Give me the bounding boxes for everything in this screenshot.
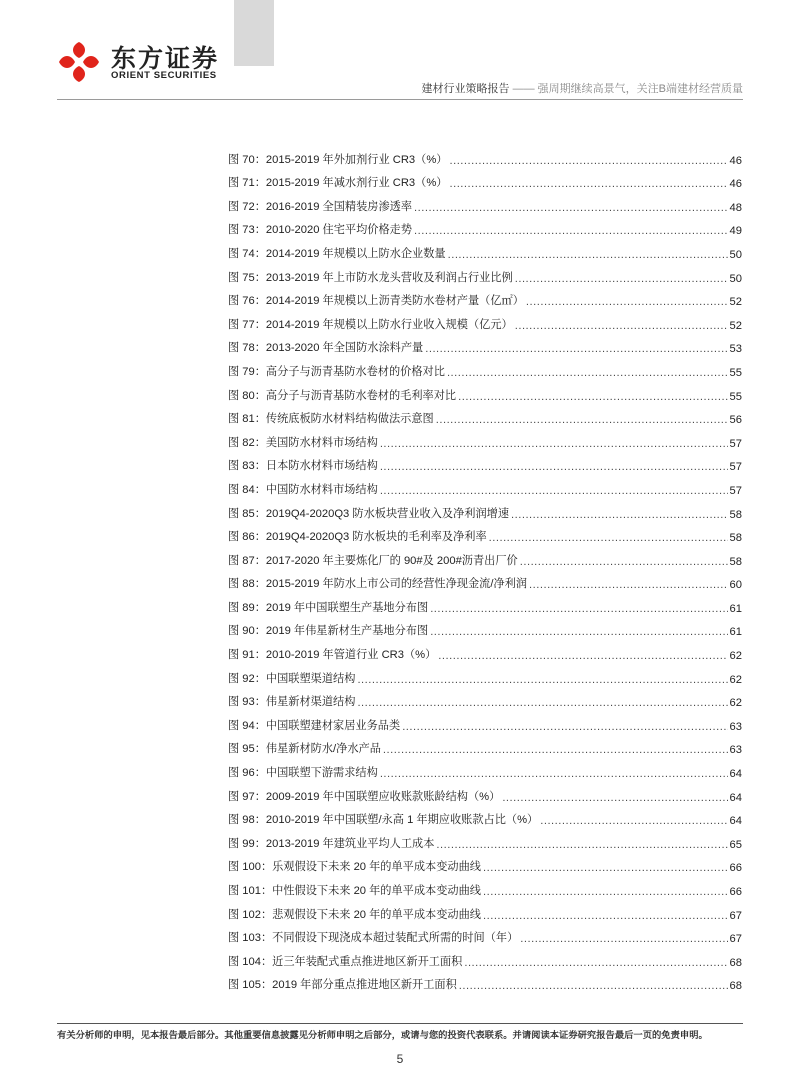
toc-entry[interactable]: [228, 308, 742, 332]
toc-entry-page: 64: [729, 791, 742, 804]
toc-entry-label: 图 99：2013-2019 年建筑业平均人工成本: [228, 837, 435, 850]
toc-entry[interactable]: [228, 450, 742, 474]
toc-leader-dots: [430, 603, 727, 615]
toc-entry-page: 57: [729, 437, 742, 450]
toc-leader-dots: [447, 367, 728, 379]
toc-entry[interactable]: [228, 709, 742, 733]
toc-entry-label: 图 94：中国联塑建材家居业务品类: [228, 719, 401, 732]
toc-leader-dots: [515, 320, 728, 332]
toc-entry[interactable]: [228, 898, 742, 922]
toc-entry-label: 图 98：2010-2019 年中国联塑/永高 1 年期应收账款占比（%）: [228, 814, 539, 827]
company-logo: [57, 36, 227, 88]
toc-leader-dots: [483, 886, 728, 898]
toc-leader-dots: [436, 414, 728, 426]
toc-entry-page: 50: [729, 248, 742, 261]
toc-entry-label: 图 96：中国联塑下游需求结构: [228, 767, 378, 780]
footer-divider: [57, 1023, 743, 1024]
title-separator: ——: [509, 83, 538, 95]
toc-entry-page: 65: [729, 838, 742, 851]
toc-entry-label: 图 85：2019Q4-2020Q3 防水板块营业收入及净利润增速: [228, 507, 510, 520]
header-band: [234, 0, 274, 66]
toc-leader-dots: [425, 343, 727, 355]
toc-entry-label: 图 79：高分子与沥青基防水卷材的价格对比: [228, 365, 445, 378]
toc-entry-label: 图 80：高分子与沥青基防水卷材的毛利率对比: [228, 389, 457, 402]
toc-entry-page: 48: [729, 201, 742, 214]
toc-entry[interactable]: [228, 615, 742, 639]
toc-entry-label: 图 95：伟星新材防水/净水产品: [228, 743, 381, 756]
toc-entry-page: 46: [729, 178, 742, 191]
toc-leader-dots: [459, 980, 728, 992]
toc-leader-dots: [380, 461, 728, 473]
logo-chinese-name: 东方证券: [111, 45, 220, 73]
toc-leader-dots: [458, 391, 727, 403]
toc-entry-page: 67: [729, 909, 742, 922]
toc-entry[interactable]: [228, 261, 742, 285]
toc-entry-label: 图 73：2010-2020 住宅平均价格走势: [228, 224, 413, 237]
footer-disclaimer: 有关分析师的申明，见本报告最后部分。其他重要信息披露见分析师申明之后部分，或请与您的投资代表联系。并请阅读本证券研究报告最后一页的免责申明。: [57, 1030, 708, 1040]
toc-entry[interactable]: [228, 780, 742, 804]
toc-entry[interactable]: [228, 756, 742, 780]
toc-leader-dots: [529, 579, 728, 591]
toc-entry[interactable]: [228, 143, 742, 167]
orient-logo-icon: [57, 40, 101, 84]
toc-entry-page: 68: [729, 980, 742, 993]
toc-entry-page: 58: [729, 532, 742, 545]
toc-leader-dots: [380, 485, 728, 497]
toc-entry-page: 63: [729, 720, 742, 733]
toc-entry[interactable]: [228, 237, 742, 261]
toc-leader-dots: [380, 438, 728, 450]
toc-entry-page: 53: [729, 343, 742, 356]
toc-entry[interactable]: [228, 686, 742, 710]
toc-entry-label: 图 103：不同假设下现浇成本超过装配式所需的时间（年）: [228, 932, 519, 945]
toc-entry-label: 图 97：2009-2019 年中国联塑应收账款账龄结构（%）: [228, 790, 501, 803]
toc-leader-dots: [414, 225, 728, 237]
toc-entry-label: 图 78：2013-2020 年全国防水涂料产量: [228, 342, 424, 355]
report-subtitle: 强周期继续高景气，关注B端建材经营质量: [537, 83, 743, 95]
header-divider: [57, 99, 743, 100]
toc-entry-label: 图 105：2019 年部分重点推进地区新开工面积: [228, 979, 457, 992]
toc-entry[interactable]: [228, 473, 742, 497]
toc-entry[interactable]: [228, 638, 742, 662]
toc-entry-page: 57: [729, 484, 742, 497]
toc-entry[interactable]: [228, 969, 742, 993]
toc-entry-page: 67: [729, 933, 742, 946]
toc-entry-page: 61: [729, 626, 742, 639]
toc-leader-dots: [357, 697, 727, 709]
toc-leader-dots: [515, 273, 728, 285]
toc-entry[interactable]: [228, 851, 742, 875]
toc-leader-dots: [520, 933, 727, 945]
toc-entry-page: 66: [729, 862, 742, 875]
toc-leader-dots: [449, 178, 727, 190]
toc-leader-dots: [511, 509, 728, 521]
toc-entry-page: 58: [729, 508, 742, 521]
toc-entry-page: 60: [729, 579, 742, 592]
toc-entry-label: 图 102：悲观假设下未来 20 年的单平成本变动曲线: [228, 908, 481, 921]
toc-entry-page: 64: [729, 815, 742, 828]
report-title: 建材行业策略报告: [421, 83, 510, 95]
toc-entry-page: 50: [729, 272, 742, 285]
toc-entry-label: 图 90：2019 年伟星新材生产基地分布图: [228, 625, 429, 638]
toc-entry-page: 61: [729, 602, 742, 615]
toc-leader-dots: [526, 296, 728, 308]
toc-entry[interactable]: [228, 214, 742, 238]
logo-english-name: ORIENT SECURITIES: [111, 70, 217, 81]
toc-entry[interactable]: [228, 922, 742, 946]
toc-entry-page: 52: [729, 296, 742, 309]
toc-entry-label: 图 75：2013-2019 年上市防水龙头营收及利润占行业比例: [228, 271, 513, 284]
toc-entry-page: 66: [729, 886, 742, 898]
toc-entry-label: 图 93：伟星新材渠道结构: [228, 696, 356, 709]
toc-entry[interactable]: [228, 285, 742, 309]
toc-entry[interactable]: [228, 355, 742, 379]
toc-leader-dots: [489, 532, 728, 544]
toc-entry-label: 图 100：乐观假设下未来 20 年的单平成本变动曲线: [228, 861, 481, 874]
toc-entry[interactable]: [228, 804, 742, 828]
toc-entry[interactable]: [228, 521, 742, 545]
toc-leader-dots: [483, 862, 728, 874]
toc-leader-dots: [448, 249, 728, 261]
toc-entry-page: 56: [729, 414, 742, 427]
toc-entry[interactable]: [228, 874, 742, 898]
toc-entry[interactable]: [228, 733, 742, 757]
toc-entry[interactable]: [228, 332, 742, 356]
toc-entry[interactable]: [228, 544, 742, 568]
toc-entry-label: 图 101：中性假设下未来 20 年的单平成本变动曲线: [228, 885, 481, 897]
toc-entry[interactable]: [228, 827, 742, 851]
toc-entry-page: 57: [729, 461, 742, 474]
toc-entry-label: 图 74：2014-2019 年规模以上防水企业数量: [228, 247, 446, 260]
toc-leader-dots: [449, 155, 727, 167]
toc-entry-label: 图 77：2014-2019 年规模以上防水行业收入规模（亿元）: [228, 318, 513, 331]
toc-entry-label: 图 71：2015-2019 年减水剂行业 CR3（%）: [228, 177, 448, 190]
toc-entry-page: 63: [729, 744, 742, 757]
figure-index-list: [228, 143, 742, 992]
page-number: 5: [396, 1052, 404, 1066]
toc-leader-dots: [383, 744, 728, 756]
toc-entry-label: 图 91：2010-2019 年管道行业 CR3（%）: [228, 649, 437, 662]
toc-leader-dots: [430, 626, 727, 638]
toc-entry-page: 49: [729, 225, 742, 238]
toc-leader-dots: [540, 815, 727, 827]
toc-entry-label: 图 88：2015-2019 年防水上市公司的经营性净现金流/净利润: [228, 578, 528, 591]
toc-entry[interactable]: [228, 591, 742, 615]
toc-leader-dots: [520, 556, 728, 568]
toc-leader-dots: [414, 202, 728, 214]
toc-entry-label: 图 84：中国防水材料市场结构: [228, 483, 378, 496]
toc-entry-label: 图 72：2016-2019 全国精装房渗透率: [228, 200, 413, 213]
toc-entry-page: 55: [729, 366, 742, 379]
toc-leader-dots: [438, 650, 727, 662]
toc-leader-dots: [464, 957, 727, 969]
toc-entry[interactable]: [228, 403, 742, 427]
toc-entry[interactable]: [228, 167, 742, 191]
toc-leader-dots: [502, 792, 727, 804]
toc-entry-label: 图 81：传统底板防水材料结构做法示意图: [228, 413, 434, 426]
toc-entry[interactable]: [228, 426, 742, 450]
toc-leader-dots: [402, 721, 727, 733]
toc-entry-page: 62: [729, 673, 742, 686]
toc-entry-page: 55: [729, 390, 742, 403]
toc-entry-label: 图 86：2019Q4-2020Q3 防水板块的毛利率及净利率: [228, 531, 487, 544]
toc-entry-label: 图 70：2015-2019 年外加剂行业 CR3（%）: [228, 153, 448, 166]
toc-leader-dots: [483, 910, 728, 922]
toc-entry[interactable]: [228, 497, 742, 521]
toc-entry-page: 58: [729, 555, 742, 568]
toc-entry-label: 图 92：中国联塑渠道结构: [228, 672, 356, 685]
toc-entry-page: 52: [729, 319, 742, 332]
toc-entry-page: 68: [729, 956, 742, 969]
toc-entry[interactable]: [228, 568, 742, 592]
toc-entry-label: 图 83：日本防水材料市场结构: [228, 460, 378, 473]
toc-leader-dots: [436, 839, 727, 851]
toc-entry-label: 图 104：近三年装配式重点推进地区新开工面积: [228, 955, 463, 968]
toc-entry[interactable]: [228, 945, 742, 969]
toc-entry-page: 62: [729, 697, 742, 710]
toc-entry-page: 62: [729, 650, 742, 663]
toc-entry-page: 46: [729, 154, 742, 167]
toc-entry[interactable]: [228, 379, 742, 403]
toc-entry-label: 图 76：2014-2019 年规模以上沥青类防水卷材产量（亿㎡）: [228, 295, 524, 308]
toc-entry-label: 图 89：2019 年中国联塑生产基地分布图: [228, 601, 429, 614]
toc-entry[interactable]: [228, 190, 742, 214]
toc-entry[interactable]: [228, 662, 742, 686]
toc-leader-dots: [357, 674, 727, 686]
toc-entry-label: 图 82：美国防水材料市场结构: [228, 436, 378, 449]
toc-entry-page: 64: [729, 768, 742, 781]
toc-leader-dots: [380, 768, 728, 780]
running-title: [422, 80, 743, 96]
toc-entry-label: 图 87：2017-2020 年主要炼化厂的 90#及 200#沥青出厂价: [228, 554, 518, 567]
